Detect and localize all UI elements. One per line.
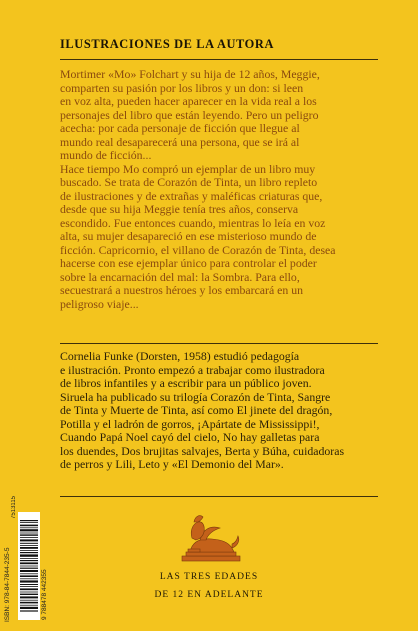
synopsis-line: buscado. Se trata de Corazón de Tinta, un libro repleto [60, 175, 318, 189]
series-age-range: DE 12 EN ADELANTE [154, 590, 264, 600]
synopsis-line: escondido. Fue entonces cuando, mientras lo leía en voz [60, 215, 326, 230]
bio-line: de libros infantiles y a escribir para un público joven. [60, 376, 312, 390]
synopsis-line: alta, su mujer desapareció en ese misterioso mundo de [60, 229, 317, 243]
bio-line: los duendes, Dos brujitas salvajes, Berta y Búha, cuidadoras [60, 443, 345, 458]
synopsis-line: desde que su hija Meggie tenía tres años, conserva [60, 202, 299, 216]
synopsis-line: peligroso viaje... [60, 296, 139, 311]
barcode [18, 512, 40, 620]
bio-line: Cuando Papá Noel cayó del cielo, No hay galletas para [60, 430, 320, 444]
synopsis-line: personajes del libro que están leyendo. Pero un peligro [60, 107, 319, 122]
synopsis-line: secuestrará a nuestros héroes y los embarcará en un [60, 283, 304, 297]
bio-line: Potilla y el ladrón de gorros, ¡Apártate de Mississippi!, [60, 416, 320, 431]
barcode-top-number: 7513115 [11, 496, 17, 519]
divider-top [60, 59, 378, 60]
bio-line: Cornelia Funke (Dorsten, 1958) estudió pedagogía [60, 349, 300, 363]
author-bio-text [60, 350, 382, 472]
bio-line: de perros y Lili, Leto y «El Demonio del Mar». [60, 457, 284, 471]
synopsis-line: Hace tiempo Mo compró un ejemplar de un libro muy [60, 161, 316, 176]
synopsis-line: mundo real desaparecerá una persona, que se irá al [60, 134, 300, 149]
series-name: LAS TRES EDADES [159, 572, 259, 582]
isbn-label: ISBN: 978-84-7844-235-5 [4, 547, 11, 622]
synopsis-line: comparten su pasión por los libros y un don: si leen [60, 80, 304, 95]
bio-line: de Tinta y Muerte de Tinta, así como El jinete del dragón, [60, 403, 333, 417]
divider-middle [60, 343, 378, 344]
ean-number: 9 788478 442355 [41, 569, 48, 620]
synopsis-line: hacerse con ese ejemplar único para controlar el poder [60, 256, 317, 270]
synopsis-line: acecha: por cada personaje de ficción que llegue al [60, 121, 300, 135]
synopsis-line: sobre la encarnación del mal: la Sombra. Para ello, [60, 269, 300, 284]
divider-bottom [60, 496, 378, 497]
ean-block [41, 512, 51, 620]
illustrations-heading: ILUSTRACIONES DE LA AUTORA [60, 37, 275, 51]
bio-line: Siruela ha publicado su trilogía Corazón de Tinta, Sangre [60, 389, 331, 404]
isbn-block [4, 514, 16, 622]
synopsis-line: de ilustraciones y de extrañas y maléficas criaturas que, [60, 188, 323, 203]
synopsis-line: ficción. Capricornio, el villano de Corazón de Tinta, desea [60, 242, 336, 257]
synopsis-line: mundo de ficción... [60, 148, 152, 162]
synopsis-line: en voz alta, pueden hacer aparecer en la vida real a los [60, 94, 317, 108]
bio-line: e ilustración. Pronto empezó a trabajar como ilustradora [60, 362, 325, 377]
synopsis-line: Mortimer «Mo» Folchart y su hija de 12 años, Meggie, [60, 67, 320, 81]
sphinx-emblem-icon [178, 508, 244, 566]
synopsis-text [60, 68, 382, 311]
